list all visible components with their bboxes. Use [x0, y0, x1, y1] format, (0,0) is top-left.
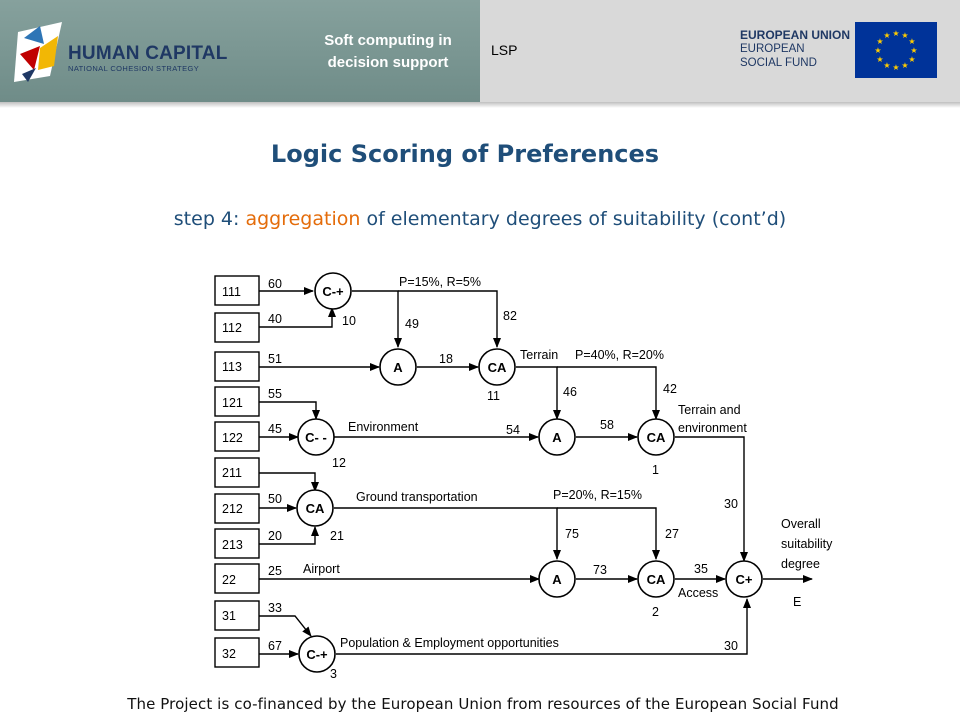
- label-e: E: [793, 595, 802, 609]
- weight-label: 30: [724, 639, 738, 653]
- weight-label: 42: [663, 382, 677, 396]
- label-terrain: Terrain: [520, 348, 559, 362]
- svg-text:★: ★: [908, 55, 916, 64]
- label-ground: Ground transportation: [356, 490, 478, 504]
- operator-label-ca-4: CA: [646, 572, 666, 587]
- svg-text:★: ★: [883, 61, 891, 70]
- weight-label: 55: [268, 387, 282, 401]
- weights: [268, 277, 738, 681]
- weight-label: 35: [694, 562, 708, 576]
- eu-line3: SOCIAL FUND: [740, 57, 817, 69]
- weight-label: 11: [487, 389, 500, 403]
- input-label-32: 32: [222, 647, 236, 661]
- weight-label: 2: [652, 605, 659, 619]
- weight-label: 21: [330, 529, 344, 543]
- subtitle-prefix: step 4:: [173, 208, 246, 230]
- input-label-212: 212: [222, 502, 243, 516]
- operator-label-ca-2: CA: [646, 430, 666, 445]
- label-pr3: P=20%, R=15%: [553, 488, 642, 502]
- eu-line2: EUROPEAN: [740, 43, 805, 55]
- weight-label: 58: [600, 418, 614, 432]
- weight-label: 73: [593, 563, 607, 577]
- input-label-122: 122: [222, 431, 243, 445]
- weight-label: 45: [268, 422, 282, 436]
- label-overall-2: suitability: [781, 537, 833, 551]
- eu-line1: EUROPEAN UNION: [740, 28, 851, 42]
- svg-text:★: ★: [901, 31, 909, 40]
- course-title-line1: Soft computing in: [324, 32, 452, 49]
- label-access: Access: [678, 586, 719, 600]
- label-environment: Environment: [348, 420, 419, 434]
- weight-label: 18: [439, 352, 453, 366]
- label-airport: Airport: [303, 562, 340, 576]
- input-label-112: 112: [222, 321, 242, 335]
- logo-title: HUMAN CAPITAL: [68, 43, 228, 64]
- weight-label: 27: [665, 527, 679, 541]
- weight-label: 20: [268, 529, 282, 543]
- operator-label-cmm: C- -: [305, 430, 327, 445]
- weight-label: 60: [268, 277, 282, 291]
- weight-label: 50: [268, 492, 282, 506]
- slide-title: Logic Scoring of Preferences: [270, 140, 660, 168]
- weight-label: 54: [506, 423, 520, 437]
- svg-text:★: ★: [908, 37, 916, 46]
- svg-text:★: ★: [901, 61, 909, 70]
- input-label-111: 111: [222, 285, 242, 299]
- svg-text:★: ★: [892, 63, 900, 72]
- label-terrain-env-2: environment: [678, 421, 747, 435]
- svg-text:★: ★: [892, 29, 900, 38]
- input-label-113: 113: [222, 360, 242, 374]
- label-pr2: P=40%, R=20%: [575, 348, 664, 362]
- label-terrain-env-1: Terrain and: [678, 403, 741, 417]
- weight-label: 3: [330, 667, 337, 681]
- footer-note: The Project is co-financed by the European Union from resources of the European Social Fund: [127, 695, 839, 713]
- weight-label: 49: [405, 317, 419, 331]
- operator-label-a-3: A: [552, 572, 562, 587]
- weight-label: 75: [565, 527, 579, 541]
- operator-label-cmp-1: C-+: [322, 284, 344, 299]
- operator-label-a-1: A: [393, 360, 403, 375]
- weight-label: 67: [268, 639, 282, 653]
- weight-label: 12: [332, 456, 346, 470]
- svg-text:★: ★: [874, 46, 882, 55]
- logo-subtitle: NATIONAL COHESION STRATEGY: [68, 64, 200, 73]
- input-label-213: 213: [222, 538, 243, 552]
- operator-label-ca-1: CA: [487, 360, 507, 375]
- weight-label: 30: [724, 497, 738, 511]
- operator-label-cplus: C+: [735, 572, 753, 587]
- subtitle-suffix: of elementary degrees of suitability (cont’d): [360, 208, 787, 230]
- weight-label: 51: [268, 352, 282, 366]
- weight-label: 1: [652, 463, 659, 477]
- input-label-121: 121: [222, 396, 243, 410]
- svg-text:★: ★: [876, 55, 884, 64]
- subtitle-highlight: aggregation: [245, 208, 361, 230]
- weight-label: 10: [342, 314, 356, 328]
- topic-label: LSP: [491, 42, 518, 58]
- label-pr1: P=15%, R=5%: [399, 275, 481, 289]
- input-boxes: [215, 276, 259, 667]
- weight-label: 25: [268, 564, 282, 578]
- weight-label: 82: [503, 309, 517, 323]
- weight-label: 40: [268, 312, 282, 326]
- operator-label-ca-3: CA: [305, 501, 325, 516]
- input-label-22: 22: [222, 573, 236, 587]
- operator-label-cmp-2: C-+: [306, 647, 328, 662]
- label-population: Population & Employment opportunities: [340, 636, 559, 650]
- svg-text:★: ★: [883, 31, 891, 40]
- operator-label-a-2: A: [552, 430, 562, 445]
- label-overall-3: degree: [781, 557, 820, 571]
- svg-text:★: ★: [910, 46, 918, 55]
- weight-label: 46: [563, 385, 577, 399]
- operator-nodes: [297, 273, 762, 672]
- input-label-211: 211: [222, 466, 242, 480]
- svg-text:★: ★: [876, 37, 884, 46]
- input-label-31: 31: [222, 609, 236, 623]
- course-title-line2: decision support: [327, 54, 449, 71]
- weight-label: 33: [268, 601, 282, 615]
- label-overall-1: Overall: [781, 517, 821, 531]
